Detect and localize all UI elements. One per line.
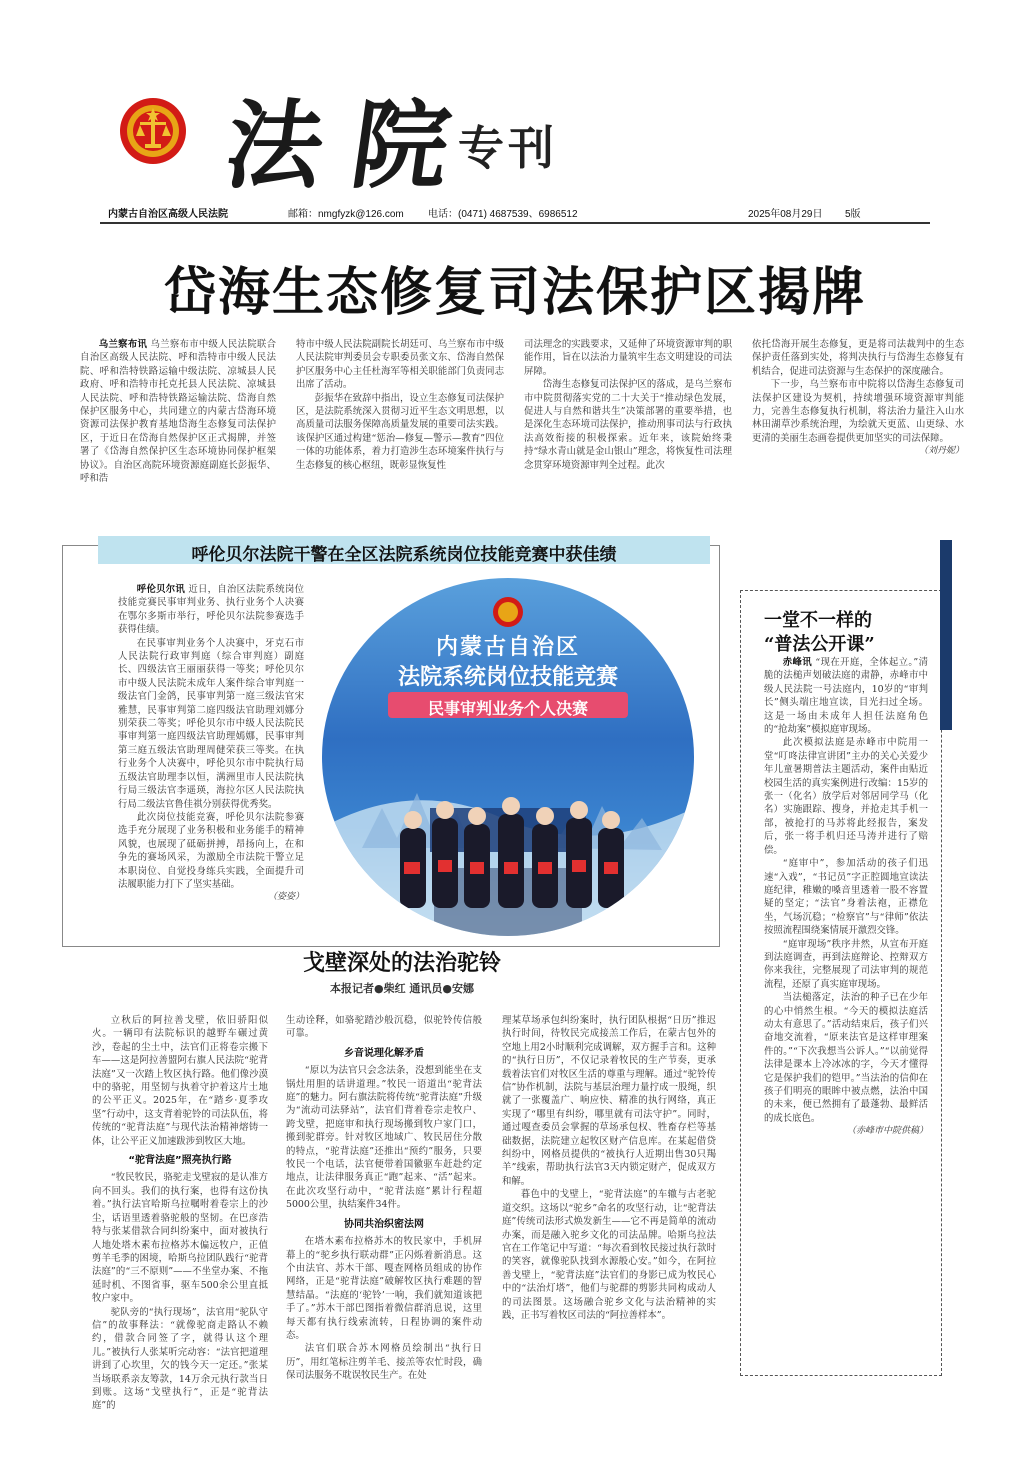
a1-text-4b: 下一步，乌兰察布市中院将以岱海生态修复司法保护区建设为契机，持续增强环境资源审判能力，完善生态修复执行机制，将法治力量注入山水林田湖草沙系统治理，为绘就天更蓝、山更绿、水更清的美丽生态画卷提供更加坚实的司法保障。 (752, 379, 964, 444)
a4-text-4: 生动诠释，如骆驼踏沙般沉稳，似驼铃传信般可靠。 (286, 1015, 482, 1040)
competition-photo (322, 578, 694, 936)
photo-banner-line3-text: 民事审判业务个人决赛 (427, 699, 588, 718)
publisher-name: 内蒙古自治区高级人民法院 (108, 209, 228, 220)
a3-text-5: 当法槌落定，法治的种子已在少年的心中悄然生根。“今天的模拟法庭活动太有意思了。”活动结束后，孩子们兴奋地交流着，“原来法官是这样审理案件的。”“下次我想当公诉人。”“以前觉得法律是课本上冷冰冰的字，今天才懂得它是保护我们的铠甲。”当法治的信仰在孩子们明亮的眼眸中被点燃，法治中国的未来，便已然拥有了最蓬勃、最鲜活的成长底色。 (764, 992, 928, 1124)
a4-text-5: “原以为法官只会念法条，没想到能坐在支锅灶用胆的话讲道理。”牧民一语道出“驼背法庭”的魅力。阿右旗法院将传统“驼背法庭”升级为“流动司法驿站”，法官们背着卷宗走牧户、跨戈壁，把庭审和执行现场搬到牧户家门口，搬到驼群旁。针对牧区地域广、牧民居住分散的特点，“驼背法庭”还推出“预约”服务，只要牧民一个电话，法官便带着国徽驱车赶赴约定地点，让法律服务真正“跑”起来、“活”起来。在此次攻坚行动中，“驼背法庭”累计行程超5000公里，执结案件34件。 (286, 1065, 482, 1211)
headline-a3-line1: 一堂不一样的 (764, 610, 872, 631)
masthead-subtitle: 专刊 (458, 121, 558, 175)
a4-subhead-2: 乡音说理化解矛盾 (344, 1047, 424, 1059)
a3-text-4: “庭审现场”秩序井然，从宣布开庭到法庭调查，再到法庭辩论、控辩双方你来我往，完整展现了司法审判的规范流程，还原了真实庭审现场。 (764, 938, 928, 990)
a3-text-2: 此次模拟法庭是赤峰市中院用一堂“叮咚法律宣讲团”主办的关心关爱少年儿童暑期普法主题活动，案件由贴近校园生活的真实案例进行改编：15岁的张一（化名）放学后对邻居同学马（化名）实施跟踪、搜身，并抢走其手机一部，被抢打的马苏将此经报告，案发后，张一将手机归还马涛并进行了赔偿。 (764, 737, 928, 856)
a1-text-3a: 司法理念的实践要求，又延伸了环境资源审判的职能作用，旨在以法治力量筑牢生态文明建设的司法屏障。 (524, 339, 732, 377)
a1-col2 (296, 338, 504, 472)
headline-a1: 岱海生态修复司法保护区揭牌 (163, 262, 866, 323)
a4-col1 (92, 1014, 268, 1413)
a1-lead: 乌兰察布讯 (98, 339, 148, 350)
masthead-rule (100, 222, 930, 224)
a2-lead: 呼伦贝尔讯 (136, 584, 186, 595)
a1-text-1: 乌兰察布市中级人民法院联合自治区高级人民法院、呼和浩特市中级人民法院、呼和浩特铁路运输中级法院、凉城县人民政府、呼和浩特市托克托县人民法院、凉城县人民法院、呼和浩特铁路运输法院、岱海自然保护区服务中心，共同建立的内蒙古岱海环境资源司法保护教育基地岱海生态修复司法保护区，于近日在岱海自然保护区正式揭牌，并签署了《岱海自然保护区生态环境协同保护框架协议》。自治区高院环境资源庭副庭长彭振华、呼和浩 (80, 339, 276, 485)
a4-text-1: 立秋后的阿拉善戈壁，依旧骄阳似火。一辆印有法院标识的越野车碾过黄沙，卷起的尘土中，法官们正将卷宗搬下车——这是阿拉善盟阿右旗人民法院“驼背法庭”又一次踏上牧区执行路。他们像沙漠中的骆驼，用坚韧与执着守护着这片土地的公平正义。2025年，在“踏乡·夏季攻坚”行动中，这支背着驼铃的司法队伍，将传统的“驼背法庭”与现代法治精神熔铸一体，让公平正义加速跋涉到牧区大地。 (92, 1015, 268, 1147)
photo-banner-line2: 法院系统岗位技能竞赛 (397, 665, 618, 690)
a4-text-6: 在塔木素布拉格苏木的牧民家中，手机屏幕上的“驼乡执行联动群”正闪烁着新消息。这个由法官、苏木干部、嘎查网格员组成的协作网络，正是“驼背法庭”破解牧区执行难题的智慧结晶。“法庭的‘驼铃’一响，我们就知道该把手了。”苏木干部巴图指着微信群消息说，这里每天都有执行线索流转，日程协调的案件动态。 (286, 1236, 482, 1341)
court-emblem-icon (118, 96, 188, 166)
a4-text-8: 理某草场承包纠纷案时，执行团队根据“日历”推迟执行时间，待牧民完成接羔工作后，在蒙古包外的空地上用2小时顺利完成调解，双方握手言和。这种的“执行日历”，不仅记录着牧民的生产节奏，更承载着法官们对牧区生活的尊重与理解。通过“驼铃传信”协作机制，法院与基层治理力量拧成一股绳，织就了一张覆盖广、响应快、精准的执行网络，真正实现了“哪里有纠纷，哪里就有司法守护”。同时，通过嘎查委员会掌握的草场承包权、牲畜存栏等基础数据，法院建立起牧区财产信息库。在某起借贷纠纷中，网格员提供的“被执行人近期出售30只羯羊”线索，帮助执行法官3天内锁定财产，促成双方和解。 (502, 1015, 716, 1187)
a1-signature: （刘丹妮） (918, 446, 964, 457)
a4-col2 (286, 1014, 482, 1383)
contact-phone: 电话：(0471) 4687539、6986512 (428, 209, 578, 220)
a4-subhead-1: “驼背法庭”照亮执行路 (128, 1155, 232, 1167)
headline-a4: 戈壁深处的法治驼铃 (302, 950, 501, 976)
a4-byline: 本报记者●柴红 通讯员●安娜 (329, 982, 475, 995)
a4-col3 (502, 1014, 716, 1322)
a1-col1 (80, 338, 276, 485)
a1-col3 (524, 338, 732, 472)
a1-text-2b: 彭振华在致辞中指出，设立生态修复司法保护区，是法院系统深入贯彻习近平生态文明思想，以高质量司法服务保障高质量发展的重要司法实践。该保护区通过构建“惩治—修复—警示—教育”四位一体的功能体系，着力打造涉生态环境案件执行与生态修复的核心枢纽，既彰显恢复性 (296, 392, 504, 471)
page-number: 5版 (845, 209, 861, 220)
a3-text-3: “庭审中”，参加活动的孩子们迅速“入戏”，“书记员”字正腔圆地宣读法庭纪律，稚嫩的嗓音里透着一股不容置疑的坚定；“法官”身着法袍，正襟危坐，气场沉稳；“检察官”与“律师”依法按照流程围绕案情展开激烈交锋。 (764, 858, 928, 937)
masthead-title: 法院 (219, 89, 487, 202)
a4-subhead-3: 协同共治织密法网 (344, 1218, 424, 1230)
a2-text-3: 此次岗位技能竞赛，呼伦贝尔法院参赛选手充分展现了业务积极和业务能手的精神风貌，也展现了砥砺拼搏，昂扬向上，在和争先的赛场风采，为激励全市法院干警立足本职岗位、自觉投身练兵实践，全面提升司法履职能力打下了坚实基础。 (118, 811, 304, 890)
a1-col4 (752, 338, 964, 459)
a3-accent-bar (940, 540, 952, 730)
a1-text-2a: 特市中级人民法院副院长胡廷可、乌兰察布市中级人民法院审判委员会专职委员张文东、岱海自然保护区服务中心主任杜海军等相关职能部门负责同志出席了活动。 (296, 339, 504, 391)
a2-signature: （姿姿） (267, 892, 304, 903)
contact-email: 邮箱：nmgfyzk@126.com (288, 209, 404, 220)
headline-a2: 呼伦贝尔法院干警在全区法院系统岗位技能竞赛中获佳绩 (191, 545, 617, 565)
a3-signature: （赤峰市中院供稿） (846, 1126, 928, 1137)
a2-body (118, 583, 304, 905)
a1-text-4a: 依托岱海开展生态修复，更是将司法裁判中的生态保护责任落到实处，将判决执行与岱海生态修复有机结合，促进司法资源与生态保护的深度融合。 (752, 339, 964, 377)
a2-text-1: 近日，自治区法院系统岗位技能竞赛民事审判业务、执行业务个人决赛在鄂尔多斯市举行，呼伦贝尔法院参赛选手获得佳绩。 (118, 584, 304, 636)
a4-text-9: 暮色中的戈壁上，“驼背法庭”的车辙与古老驼道交织。这场以“驼乡”命名的攻坚行动，让“驼背法庭”传统司法形式焕发新生——它不再是简单的流动办案，而是融入驼乡文化的司法品牌。哈斯乌拉法官在工作笔记中写道：“每次看到牧民接过执行款时的笑容，就像驼队找到水源般心安。”如今，在阿拉善戈壁上，“驼背法庭”法官们的身影已成为牧民心中的“法治灯塔”，他们与驼群的剪影共同构成动人的司法图景。这场融合驼乡文化与法治精神的实践，正书写着牧区司法的“阿拉善样本”。 (502, 1189, 716, 1321)
headline-a3-line2: “普法公开课” (764, 634, 875, 655)
a3-text-1: “现在开庭，全体起立。”清脆的法槌声划破法庭的肃静，赤峰市中级人民法院一号法庭内，10岁的“审判长”侧头端庄地宣读，目光扫过全场。这是一场由未成年人担任法庭角色的“抢劫案”模拟庭审现场。 (764, 657, 928, 736)
a4-text-3: 驼队旁的“执行现场”，法官用“驼队守信”的故事释法：“就像驼商走路认不赖约，借款合同签了字，就得认这个理儿。”被执行人张某听完动容：“法官把道理讲到了心坎里，欠的钱今天一定还。”张某当场联系亲友筹款，14万余元执行款当日到账。这场“戈壁执行”，正是“驼背法庭”的 (92, 1306, 268, 1412)
a2-text-2: 在民事审判业务个人决赛中，牙克石市人民法院行政审判庭（综合审判庭）副庭长、四级法官王丽丽获得一等奖；呼伦贝尔市中级人民法院未成年人案件综合审判庭一级法官门金鸽，民事审判第一庭三级法官宋雅慧，民事审判第二庭四级法官助理刘娜分别荣获二等奖；呼伦贝尔市中级人民法院民事审判第一庭四级法官助理嫣娜，民事审判第三庭五级法官助理周健荣获三等奖。在执行业务个人决赛中，呼伦贝尔市中院执行局五级法官助理李以恒，满洲里市人民法院执行局三级法官李遥瑛，海拉尔区人民法院执行局二级法官鲁佳祺分别获得优秀奖。 (118, 637, 304, 810)
a4-text-2: “牧民牧民，骆驼走戈壁寂的是认准方向不回头。我们的执行案，也得有这份执着。”执行法官哈斯乌拉嘱咐着卷宗上的沙尘，话语里透着骆驼般的坚韧。在巴彦浩特与张某借款合同纠纷案中，面对被执行人地处塔木素布拉格苏木偏远牧户，正值剪羊毛季的困境，哈斯乌拉团队践行“驼背法庭”的“三不原则”——不坐堂办案、不拖延时机、不图省事，驱车500余公里直抵牧户家中。 (92, 1172, 268, 1305)
a4-text-7: 法官们联合苏木网格员绘制出“执行日历”，用红笔标注剪羊毛、接羔等农忙时段，确保司法服务不耽误牧民生产。在处 (286, 1343, 482, 1382)
a3-body (764, 656, 928, 1139)
a3-lead: 赤峰讯 (782, 657, 813, 668)
issue-date: 2025年08月29日 (748, 209, 823, 220)
photo-banner-line1: 内蒙古自治区 (435, 635, 580, 660)
a1-text-3b: 岱海生态修复司法保护区的落成，是乌兰察布市中院贯彻落实党的二十大关于“推动绿色发展，促进人与自然和谐共生”决策部署的重要举措，也是深化生态环境司法保护，推动刑事司法与行政执法高效衔接的积极探索。近年来，该院始终秉持“绿水青山就是金山银山”理念，将恢复性司法理念贯穿环境资源审判全过程。此次 (524, 379, 732, 471)
